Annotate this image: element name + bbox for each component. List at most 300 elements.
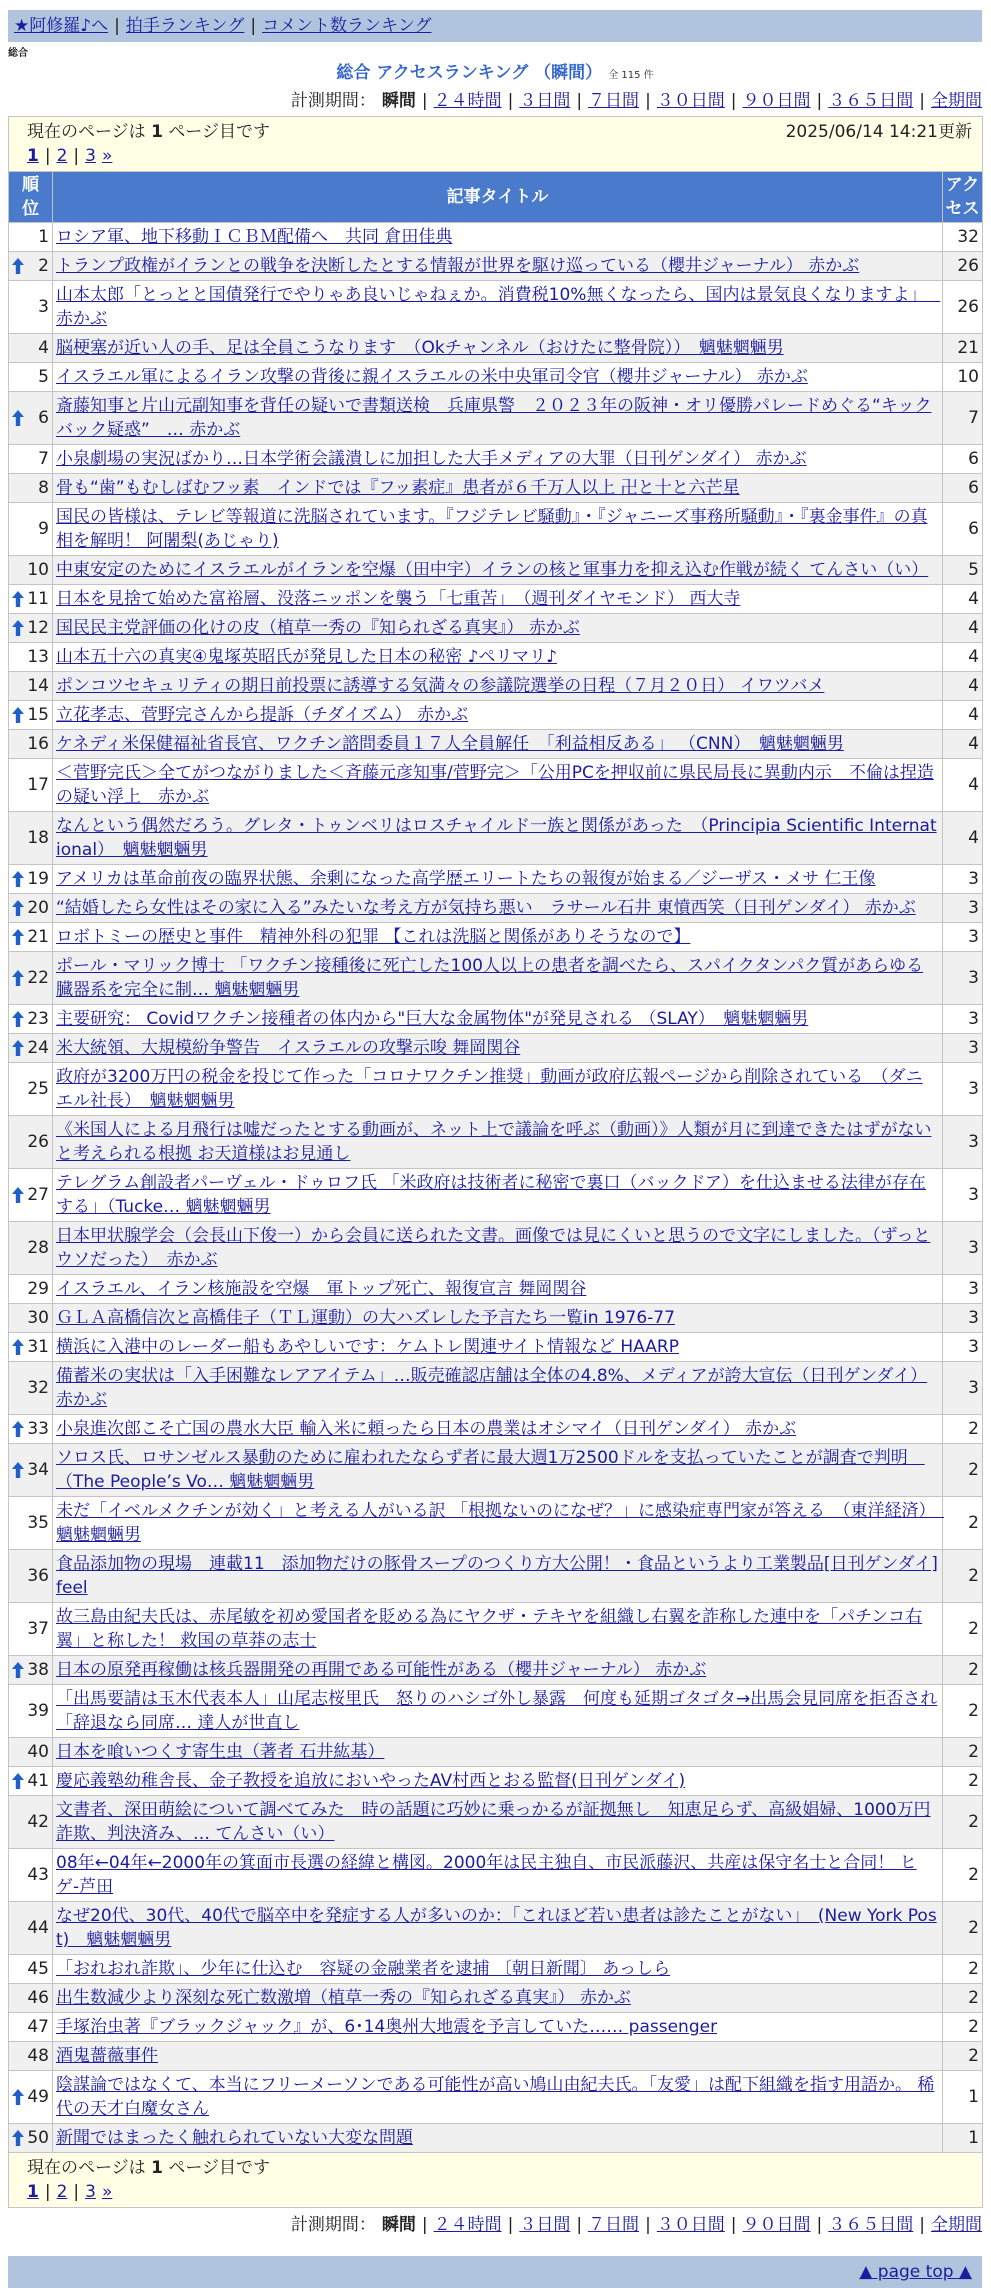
table-row <box>9 730 983 759</box>
table-row <box>9 223 983 252</box>
rank-box <box>12 1183 49 1207</box>
article-title-link[interactable]: ポンコツセキュリティの期日前投票に誘導する気満々の参議院選挙の日程（７月２０日） イワツバメ <box>56 676 825 696</box>
separator: | <box>919 2215 925 2235</box>
rank-box <box>12 447 49 471</box>
separator: | <box>44 146 51 166</box>
article-title-link[interactable]: 中東安定のためにイスラエルがイランを空爆（田中宇）イランの核と軍事力を抑え込む作戦が続く てんさい（い） <box>56 560 929 580</box>
title-cell <box>53 445 943 474</box>
rank-cell <box>9 2013 53 2042</box>
rank-number: 46 <box>27 1988 49 2008</box>
article-title-link[interactable]: イスラエル軍によるイラン攻撃の背後に親イスラエルの米中央軍司令官（櫻井ジャーナル） 赤かぶ <box>56 367 808 387</box>
period-current: 瞬間 <box>381 2215 416 2235</box>
up-arrow-icon <box>12 1040 24 1056</box>
up-arrow-icon <box>12 1421 24 1437</box>
page-status-suffix: ページ目です <box>168 122 270 142</box>
access-count: 2 <box>943 1550 983 1603</box>
article-title-link[interactable]: イスラエル、イラン核施設を空爆 軍トップ死亡、報復宣言 舞岡関谷 <box>56 1279 587 1299</box>
page-link[interactable]: 3 <box>85 2182 96 2202</box>
rank-number: 48 <box>27 2046 49 2066</box>
page-link[interactable]: 1 <box>27 2182 39 2202</box>
title-cell <box>53 1415 943 1444</box>
rank-header-label: 順位 <box>22 175 39 219</box>
title-cell <box>53 923 943 952</box>
rank-cell <box>9 1603 53 1656</box>
article-title-link[interactable]: 「出馬要請は玉木代表本人」山尾志桜里氏 怒りのハシゴ外し暴露 何度も延期ゴタゴタ→出馬会見同席を拒否され「辞退なら同席… 達人が世直し <box>56 1689 938 1733</box>
trend-placeholder <box>12 340 24 356</box>
article-title-link[interactable]: アメリカは革命前夜の臨界状態、余剰になった高学歴エリートたちの報復が始まる／ジーザス・メサ 仁王像 <box>56 869 876 889</box>
article-title-link[interactable]: 備蓄米の実状は「入手困難なレアアイテム」…販売確認店舗は全体の4.8%、メディアが誇大宣伝（日刊ゲンダイ） 赤かぶ <box>56 1366 928 1410</box>
article-title-link[interactable]: 新聞ではまったく触れられていない大変な問題 <box>56 2128 413 2148</box>
period-link[interactable]: ３６５日間 <box>828 91 914 111</box>
page-status-suffix: ページ目です <box>168 2158 270 2178</box>
article-title-link[interactable]: 政府が3200万円の税金を投じて作った「コロナワクチン推奨」動画が政府広報ページから削除されている （ダニエル社長） 魑魅魍魎男 <box>56 1067 923 1111</box>
rank-number: 20 <box>27 898 49 918</box>
rank-number: 3 <box>38 297 49 317</box>
rank-cell <box>9 1034 53 1063</box>
rank-number: 41 <box>27 1771 49 1791</box>
title-cell <box>53 614 943 643</box>
period-link[interactable]: 全期間 <box>931 2215 982 2235</box>
trend-placeholder <box>12 2048 24 2064</box>
page-link[interactable]: 3 <box>85 146 96 166</box>
table-row <box>9 252 983 281</box>
total-count: 全 115 件 <box>608 70 654 81</box>
title-cell <box>53 1497 943 1550</box>
access-header <box>943 172 983 223</box>
trend-placeholder <box>12 1081 24 1097</box>
rank-box <box>12 645 49 669</box>
page-link[interactable]: 2 <box>56 2182 68 2202</box>
separator: | <box>645 2215 651 2235</box>
period-link[interactable]: ３日間 <box>519 91 571 111</box>
trend-placeholder <box>12 1961 24 1977</box>
rank-cell <box>9 474 53 503</box>
rank-box <box>12 732 49 756</box>
table-row <box>9 643 983 672</box>
trend-placeholder <box>12 1990 24 2006</box>
period-link[interactable]: ２４時間 <box>433 91 502 111</box>
category-label: 総合 <box>8 48 28 59</box>
period-link[interactable]: ９０日間 <box>742 91 811 111</box>
table-row <box>9 1767 983 1796</box>
rank-box <box>12 476 49 500</box>
rank-cell <box>9 643 53 672</box>
article-title-link[interactable]: ロシア軍、地下移動ＩＣＢＭ配備へ 共同 倉田佳典 <box>56 227 453 247</box>
article-title-link[interactable]: ポール・マリック博士 「ワクチン接種後に死亡した100人以上の患者を調べたら、スパイクタンパク質があらゆる臓器系を完全に制… 魑魅魍魎男 <box>56 956 924 1000</box>
rank-cell <box>9 281 53 334</box>
article-title-link[interactable]: ＧＬＡ高橋信次と高橋佳子（ＴＬ運動）の大ハズレした予言たち一覧in 1976-77 <box>56 1308 675 1328</box>
rank-cell <box>9 614 53 643</box>
page-status <box>27 120 270 144</box>
rank-number: 18 <box>27 828 49 848</box>
access-count: 2 <box>943 1738 983 1767</box>
rank-number: 37 <box>27 1619 49 1639</box>
title-cell <box>53 2071 943 2124</box>
article-title-link[interactable]: 小泉進次郎こそ亡国の農水大臣 輸入米に頼ったら日本の農業はオシマイ（日刊ゲンダイ） 赤かぶ <box>56 1419 797 1439</box>
page-status-number: 1 <box>151 122 163 142</box>
trend-placeholder <box>12 1920 24 1936</box>
access-count: 3 <box>943 923 983 952</box>
access-count: 2 <box>943 2042 983 2071</box>
access-count: 3 <box>943 1333 983 1362</box>
trend-placeholder <box>12 830 24 846</box>
table-row <box>9 474 983 503</box>
article-title-link[interactable]: 文書者、深田萌絵について調べてみた 時の話題に巧妙に乗っかるが証拠無し 知恵足らず、高級娼婦、1000万円詐欺、判決済み、… てんさい（い） <box>56 1800 931 1844</box>
page-status-prefix: 現在のページは <box>27 122 146 142</box>
title-cell <box>53 334 943 363</box>
rank-cell <box>9 392 53 445</box>
title-cell <box>53 1685 943 1738</box>
table-row <box>9 2124 983 2153</box>
title-cell <box>53 2124 943 2153</box>
trend-placeholder <box>12 1867 24 1883</box>
table-row <box>9 812 983 865</box>
article-title-link[interactable]: 骨も“歯”もむしばむフッ素 インドでは『フッ素症』患者が６千万人以上 卍と十と六芒星 <box>56 478 740 498</box>
article-title-link[interactable]: ソロス氏、ロサンゼルス暴動のために雇われたならず者に最大週1万2500ドルを支払っていたことが調査で判明 （The People’s Vo… 魑魅魍魎男 <box>56 1448 925 1492</box>
trend-placeholder <box>12 649 24 665</box>
bottom-bar <box>8 2256 982 2288</box>
article-title-link[interactable]: 陰謀論ではなくて、本当にフリーメーソンである可能性が高い鳩山由紀夫氏。「友愛」は配下組織を指す用語か。 稀代の天才白魔女さん <box>56 2075 935 2119</box>
rank-number: 11 <box>27 589 49 609</box>
rank-cell <box>9 334 53 363</box>
article-title-link[interactable]: 山本太郎「とっとと国債発行でやりゃあ良いじゃねぇか。消費税10%無くなったら、国内は景気良くなりますよ」 赤かぶ <box>56 285 941 329</box>
article-title-link[interactable]: 酒鬼薔薇事件 <box>56 2046 158 2066</box>
trend-placeholder <box>12 1814 24 1830</box>
rank-number: 40 <box>27 1742 49 1762</box>
title-cell <box>53 1984 943 2013</box>
access-count: 3 <box>943 894 983 923</box>
separator: | <box>114 16 120 36</box>
table-header-row <box>9 172 983 223</box>
separator: | <box>816 91 823 111</box>
rank-number: 33 <box>27 1419 49 1439</box>
access-count: 3 <box>943 952 983 1005</box>
title-cell <box>53 894 943 923</box>
up-arrow-icon <box>12 970 24 986</box>
trend-placeholder <box>12 1134 24 1150</box>
pager-cell <box>9 2153 983 2208</box>
rank-number: 4 <box>38 338 49 358</box>
rank-number: 7 <box>38 449 49 469</box>
access-count: 5 <box>943 556 983 585</box>
pager-cell <box>9 117 983 172</box>
title-cell <box>53 1362 943 1415</box>
table-row <box>9 1603 983 1656</box>
table-row <box>9 281 983 334</box>
period-link[interactable]: ７日間 <box>588 2215 640 2235</box>
page-title: 総合 アクセスランキング （瞬間） <box>336 63 603 83</box>
rank-number: 13 <box>27 647 49 667</box>
rank-box <box>12 1863 49 1887</box>
period-selector-bottom <box>8 2214 982 2236</box>
article-title-link[interactable]: 国民民主党評価の化けの皮（植草一秀の『知られざる真実』） 赤かぶ <box>56 618 580 638</box>
trend-placeholder <box>12 521 24 537</box>
next-page-link[interactable]: » <box>101 2182 113 2202</box>
page-status-number: 1 <box>151 2158 163 2178</box>
trend-placeholder <box>12 1281 24 1297</box>
up-arrow-icon <box>12 1011 24 1027</box>
article-title-link[interactable]: 国民の皆様は、テレビ等報道に洗脳されています。『フジテレビ騒動』・『ジャニーズ事務所騒動』・『裏金事件』の真相を解明！ 阿闍梨(あじゃり) <box>56 507 928 551</box>
trend-placeholder <box>12 1744 24 1760</box>
title-cell <box>53 1005 943 1034</box>
period-link[interactable]: ９０日間 <box>742 2215 811 2235</box>
access-count: 6 <box>943 445 983 474</box>
article-title-link[interactable]: 日本を喰いつくす寄生虫（著者 石井紘基） <box>56 1742 385 1762</box>
rank-number: 38 <box>27 1660 49 1680</box>
rank-box <box>12 896 49 920</box>
table-row <box>9 556 983 585</box>
up-arrow-icon <box>12 2089 24 2105</box>
rank-box <box>12 1277 49 1301</box>
rank-cell <box>9 252 53 281</box>
table-row <box>9 1005 983 1034</box>
rank-box <box>12 406 49 430</box>
title-cell <box>53 474 943 503</box>
table-row <box>9 1738 983 1767</box>
title-cell <box>53 1902 943 1955</box>
table-row <box>9 1685 983 1738</box>
article-title-link[interactable]: トランプ政権がイランとの戦争を決断したとする情報が世界を駆け巡っている（櫻井ジャーナル） 赤かぶ <box>56 256 860 276</box>
period-link[interactable]: 全期間 <box>931 91 982 111</box>
access-count: 4 <box>943 672 983 701</box>
asyura-home-link[interactable]: ★阿修羅♪へ <box>14 16 109 36</box>
up-arrow-icon <box>12 2130 24 2146</box>
title-cell <box>53 759 943 812</box>
article-title-link[interactable]: 斎藤知事と片山元副知事を背任の疑いで書類送検 兵庫県警 ２０２３年の阪神・オリ優勝パレードめぐる“キックバック疑惑” … 赤かぶ <box>56 396 932 440</box>
rank-box <box>12 2015 49 2039</box>
article-title-link[interactable]: 日本の原発再稼働は核兵器開発の再開である可能性がある（櫻井ジャーナル） 赤かぶ <box>56 1660 707 1680</box>
table-row <box>9 1415 983 1444</box>
page-link[interactable]: 2 <box>56 146 68 166</box>
table-row <box>9 1304 983 1333</box>
rank-number: 2 <box>38 256 49 276</box>
article-title-link[interactable]: 手塚治虫著『ブラックジャック』が、6･14奥州大地震を予言していた…… passenger <box>56 2017 718 2037</box>
article-title-link[interactable]: 《米国人による月飛行は嘘だったとする動画が、ネット上で議論を呼ぶ（動画）》人類が月に到達できたはずがないと考えられる根拠 お天道様はお見通し <box>56 1120 932 1164</box>
article-title-link[interactable]: 小泉劇場の実況ばかり…日本学術会議潰しに加担した大手メディアの大罪（日刊ゲンダイ） 赤かぶ <box>56 449 807 469</box>
rank-number: 45 <box>27 1959 49 1979</box>
rank-number: 1 <box>38 227 49 247</box>
access-count: 4 <box>943 759 983 812</box>
period-link[interactable]: ３６５日間 <box>828 2215 914 2235</box>
article-title-link[interactable]: 山本五十六の真実④鬼塚英昭氏が発見した日本の秘密 ♪ペリマリ♪ <box>56 647 558 667</box>
pagination <box>27 144 972 168</box>
page-link[interactable]: 1 <box>27 146 39 166</box>
article-title-link[interactable]: なんという偶然だろう。グレタ・トゥンベリはロスチャイルド一族と関係があった （Principia Scientific International） 魑魅魍魎男 <box>56 816 937 860</box>
separator: | <box>73 2182 80 2202</box>
comment-ranking-link[interactable]: コメント数ランキング <box>262 16 432 36</box>
period-link[interactable]: ７日間 <box>588 91 640 111</box>
article-title-link[interactable]: 脳梗塞が近い人の手、足は全員こうなります （Okチャンネル（おけたに整骨院）） 魑魅魍魎男 <box>56 338 784 358</box>
rank-box <box>12 1376 49 1400</box>
rank-box <box>12 1236 49 1260</box>
rank-box <box>12 1658 49 1682</box>
title-cell <box>53 1603 943 1656</box>
title-cell <box>53 865 943 894</box>
title-cell <box>53 1222 943 1275</box>
rank-box <box>12 1130 49 1154</box>
rank-number: 32 <box>27 1378 49 1398</box>
article-title-link[interactable]: 出生数減少より深刻な死亡数激増（植草一秀の『知られざる真実』） 赤かぶ <box>56 1988 631 2008</box>
page-heading <box>8 62 982 87</box>
table-row <box>9 865 983 894</box>
title-cell <box>53 1767 943 1796</box>
separator: | <box>576 91 583 111</box>
rank-box <box>12 2044 49 2068</box>
trend-placeholder <box>12 1380 24 1396</box>
rank-cell <box>9 503 53 556</box>
rank-number: 9 <box>38 519 49 539</box>
up-arrow-icon <box>12 1339 24 1355</box>
rank-box <box>12 225 49 249</box>
next-page-link[interactable]: » <box>101 146 113 166</box>
rank-cell <box>9 1767 53 1796</box>
trend-placeholder <box>12 562 24 578</box>
pager-row-bottom <box>9 2153 983 2208</box>
access-count: 2 <box>943 1603 983 1656</box>
table-row <box>9 2071 983 2124</box>
rank-number: 8 <box>38 478 49 498</box>
period-link[interactable]: ２４時間 <box>433 2215 502 2235</box>
rank-cell <box>9 1222 53 1275</box>
separator: | <box>919 91 925 111</box>
clap-ranking-link[interactable]: 拍手ランキング <box>125 16 245 36</box>
access-count: 2 <box>943 1444 983 1497</box>
access-count: 2 <box>943 1849 983 1902</box>
trend-placeholder <box>12 2019 24 2035</box>
access-count: 6 <box>943 503 983 556</box>
rank-box <box>12 703 49 727</box>
trend-placeholder <box>12 1621 24 1637</box>
rank-number: 26 <box>27 1132 49 1152</box>
rank-box <box>12 295 49 319</box>
pager-row-top <box>9 117 983 172</box>
rank-number: 31 <box>27 1337 49 1357</box>
access-count: 3 <box>943 1034 983 1063</box>
access-count: 3 <box>943 1116 983 1169</box>
period-selector-top <box>8 90 982 112</box>
article-title-link[interactable]: 横浜に入港中のレーダー船もあやしいです：ケムトレ関連サイト情報など HAARP <box>56 1337 679 1357</box>
access-count: 4 <box>943 812 983 865</box>
up-arrow-icon <box>12 410 24 426</box>
article-title-link[interactable]: 慶応義塾幼稚舎長、金子教授を追放においやったAV村西とおる監督(日刊ゲンダイ) <box>56 1771 686 1791</box>
rank-box <box>12 1769 49 1793</box>
rank-box <box>12 365 49 389</box>
article-title-link[interactable]: 米大統領、大規模紛争警告 イスラエルの攻撃示唆 舞岡関谷 <box>56 1038 521 1058</box>
title-cell <box>53 392 943 445</box>
table-row <box>9 1222 983 1275</box>
rank-cell <box>9 894 53 923</box>
article-title-link[interactable]: 08年←04年←2000年の箕面市長選の経緯と構図。2000年は民主独自、市民派藤沢、共産は保守名士と合同！ ヒゲ-芦田 <box>56 1853 917 1897</box>
access-count: 2 <box>943 1685 983 1738</box>
article-title-link[interactable]: 「おれおれ詐欺」、少年に仕込む 容疑の金融業者を逮捕 〔朝日新聞〕 あっしら <box>56 1959 671 1979</box>
rank-number: 29 <box>27 1279 49 1299</box>
rank-box <box>12 1740 49 1764</box>
access-count: 2 <box>943 1767 983 1796</box>
table-row <box>9 2042 983 2071</box>
access-count: 7 <box>943 392 983 445</box>
article-title-link[interactable]: 日本を見捨て始めた富裕層、没落ニッポンを襲う「七重苦」 （週刊ダイヤモンド） 西大寺 <box>56 589 741 609</box>
title-cell <box>53 1550 943 1603</box>
trend-placeholder <box>12 1568 24 1584</box>
rank-cell <box>9 1063 53 1116</box>
access-count: 3 <box>943 1275 983 1304</box>
title-cell <box>53 1444 943 1497</box>
table-row <box>9 1849 983 1902</box>
rank-cell <box>9 701 53 730</box>
article-title-link[interactable]: ロボトミーの歴史と事件 精神外科の犯罪 【これは洗脳と関係がありそうなので】 <box>56 927 691 947</box>
article-title-link[interactable]: ケネディ米保健福祉省長官、ワクチン諮問委員１７人全員解任 「利益相反ある」 （CNN） 魑魅魍魎男 <box>56 734 844 754</box>
table-row <box>9 759 983 812</box>
article-title-link[interactable]: 立花孝志、菅野完さんから提訴（チダイズム） 赤かぶ <box>56 705 469 725</box>
rank-cell <box>9 1275 53 1304</box>
rank-box <box>12 336 49 360</box>
trend-placeholder <box>12 1515 24 1531</box>
rank-number: 21 <box>27 927 49 947</box>
article-title-link[interactable]: テレグラム創設者パーヴェル・ドゥロフ氏 「米政府は技術者に秘密で裏口（バックドア）を仕込ませる法律が存在する」（Tucke… 魑魅魍魎男 <box>56 1173 926 1217</box>
table-row <box>9 363 983 392</box>
table-row <box>9 1955 983 1984</box>
rank-box <box>12 1564 49 1588</box>
access-count: 4 <box>943 585 983 614</box>
title-cell <box>53 1955 943 1984</box>
rank-number: 35 <box>27 1513 49 1533</box>
article-title-link[interactable]: “結婚したら女性はその家に入る”みたいな考え方が気持ち悪い ラサール石井 東憤西笑（日刊ゲンダイ） 赤かぶ <box>56 898 916 918</box>
title-header <box>53 172 943 223</box>
rank-cell <box>9 1656 53 1685</box>
table-row <box>9 1550 983 1603</box>
title-cell <box>53 556 943 585</box>
separator: | <box>250 16 257 36</box>
period-link[interactable]: ３日間 <box>519 2215 571 2235</box>
article-title-link[interactable]: 食品添加物の現場 連載11 添加物だけの豚骨スープのつくり方大公開！・食品というより工業製品[日刊ゲンダイ] feel <box>56 1554 938 1598</box>
rank-number: 15 <box>27 705 49 725</box>
table-row <box>9 1796 983 1849</box>
table-row <box>9 1034 983 1063</box>
rank-cell <box>9 1304 53 1333</box>
rank-cell <box>9 1005 53 1034</box>
up-arrow-icon <box>12 620 24 636</box>
rank-box <box>12 773 49 797</box>
up-arrow-icon <box>12 1187 24 1203</box>
rank-cell <box>9 223 53 252</box>
period-link[interactable]: ３０日間 <box>656 91 725 111</box>
title-cell <box>53 1169 943 1222</box>
rank-number: 36 <box>27 1566 49 1586</box>
article-title-link[interactable]: なぜ20代、30代、40代で脳卒中を発症する人が多いのか：「これほど若い患者は診たことがない」 (New York Post) 魑魅魍魎男 <box>56 1906 937 1950</box>
title-cell <box>53 643 943 672</box>
article-title-link[interactable]: 故三島由紀夫氏は、赤尾敏を初め愛国者を貶める為にヤクザ・テキヤを組織し右翼を詐称した連中を「パチンコ右翼」と称した！ 救国の草莽の志士 <box>56 1607 923 1651</box>
access-count: 6 <box>943 474 983 503</box>
rank-number: 12 <box>27 618 49 638</box>
page-top-link[interactable]: ▲ page top ▲ <box>859 2262 972 2282</box>
table-row <box>9 1116 983 1169</box>
title-cell <box>53 1849 943 1902</box>
article-title-link[interactable]: 主要研究： Covidワクチン接種者の体内から"巨大な金属物体"が発見される （SLAY） 魑魅魍魎男 <box>56 1009 809 1029</box>
title-cell <box>53 1796 943 1849</box>
rank-cell <box>9 1849 53 1902</box>
rank-box <box>12 1511 49 1535</box>
table-row <box>9 334 983 363</box>
table-row <box>9 614 983 643</box>
access-count: 2 <box>943 2013 983 2042</box>
up-arrow-icon <box>12 1662 24 1678</box>
article-title-link[interactable]: ＜菅野完氏＞全てがつながりました＜斉藤元彦知事/菅野完＞「公用PCを押収前に県民局長に異動内示 不倫は捏造の疑い浮上 赤かぶ <box>56 763 934 807</box>
access-count: 3 <box>943 865 983 894</box>
article-title-link[interactable]: 未だ「イベルメクチンが効く」と考える人がいる訳 「根拠ないのになぜ？」に感染症専門家が答える （東洋経済） 魑魅魍魎男 <box>56 1501 945 1545</box>
period-link[interactable]: ３０日間 <box>656 2215 725 2235</box>
rank-cell <box>9 1497 53 1550</box>
article-title-link[interactable]: 日本甲状腺学会（会長山下俊一）から会員に送られた文書。画像では見にくいと思うので文字にしました。（ずっとウソだった） 赤かぶ <box>56 1226 931 1270</box>
